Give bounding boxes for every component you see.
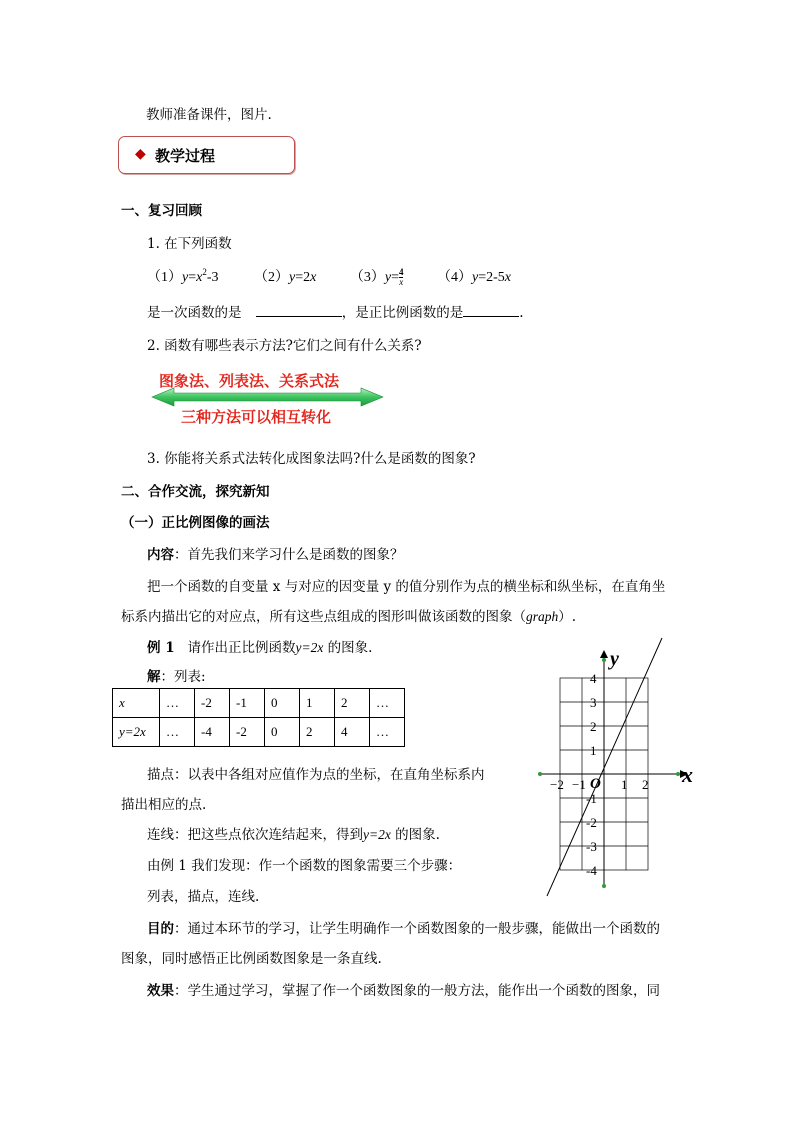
question-1-answer-line: 是一次函数的是 ，是正比例函数的是 . bbox=[147, 305, 524, 321]
func-4: （4）y=2-5x bbox=[436, 270, 511, 285]
discover-line: 由例 1 我们发现：作一个函数的图象需要三个步骤： bbox=[147, 858, 462, 874]
question-3: 3. 你能将关系式法转化成图象法吗?什么是函数的图象? bbox=[147, 451, 476, 467]
example-line: 例 1 请作出正比例函数y=2x 的图象. bbox=[147, 640, 373, 656]
table-row bbox=[113, 689, 405, 718]
table-cell: … bbox=[160, 718, 195, 747]
goal-label: 目的 bbox=[147, 921, 174, 937]
heading-cooperate: 二、合作交流，探究新知 bbox=[121, 484, 270, 500]
table-cell: -2 bbox=[195, 689, 230, 718]
x-tick: −1 bbox=[572, 777, 586, 792]
table-cell: 0 bbox=[265, 718, 300, 747]
arrow-top-label: 图象法、列表法、关系式法 bbox=[159, 372, 340, 390]
arrow-bottom-label: 三种方法可以相互转化 bbox=[181, 408, 332, 426]
effect-line: 效果：学生通过学习，掌握了作一个函数图象的一般方法，能作出一个函数的图象，同 bbox=[147, 983, 660, 999]
section-title-box bbox=[118, 136, 295, 174]
content-label: 内容 bbox=[147, 547, 174, 563]
section-title: 教学过程 bbox=[155, 147, 216, 165]
func-2: （2）y=2x bbox=[254, 270, 317, 285]
blank-linear[interactable] bbox=[256, 304, 342, 317]
connect-step: 连线：把这些点依次连结起来，得到y=2x 的图象. bbox=[147, 827, 440, 843]
origin-label: O bbox=[590, 776, 601, 792]
y-tick: 2 bbox=[590, 719, 597, 734]
goal-line-2: 图象，同时感悟正比例函数图象是一条直线. bbox=[121, 951, 382, 967]
coordinate-graph bbox=[530, 630, 710, 910]
plot-step-line-1: 描点：以表中各组对应值作为点的坐标，在直角坐标系内 bbox=[147, 767, 485, 783]
table-cell: y=2x bbox=[113, 718, 160, 747]
func-1: $(1)y=x^2-3$ bbox=[147, 267, 219, 285]
definition-line-2: 标系内描出它的对应点，所有这些点组成的图形叫做该函数的图象（graph）. bbox=[121, 609, 577, 625]
table-cell: … bbox=[370, 718, 405, 747]
example-label: 例 1 bbox=[147, 640, 175, 656]
diamond-icon: ◆ bbox=[135, 146, 146, 162]
table-cell: 4 bbox=[335, 718, 370, 747]
table-cell: -2 bbox=[230, 718, 265, 747]
effect-label: 效果 bbox=[147, 983, 174, 999]
table-cell: 0 bbox=[265, 689, 300, 718]
blank-proportional[interactable] bbox=[463, 304, 519, 317]
table-cell: … bbox=[160, 689, 195, 718]
func-3: （3）y= $\frac{4}{x}$ bbox=[349, 267, 404, 288]
plot-step-line-2: 描出相应的点. bbox=[121, 797, 207, 813]
y-tick: -1 bbox=[586, 791, 597, 806]
value-table bbox=[112, 688, 405, 747]
table-cell: x bbox=[113, 689, 160, 718]
solution-line: 解：列表: bbox=[147, 669, 206, 685]
table-cell: 1 bbox=[300, 689, 335, 718]
table-cell: 2 bbox=[335, 689, 370, 718]
x-tick: 1 bbox=[621, 777, 628, 792]
prep-text: 教师准备课件，图片. bbox=[146, 107, 272, 123]
x-axis-label: x bbox=[682, 762, 693, 787]
question-1: 1. 在下列函数 bbox=[147, 236, 232, 252]
y-tick: 1 bbox=[590, 743, 597, 758]
heading-review: 一、复习回顾 bbox=[121, 203, 202, 219]
definition-line-1: 把一个函数的自变量 x 与对应的因变量 y 的值分别作为点的横坐标和纵坐标，在直角坐 bbox=[147, 579, 666, 595]
y-tick: 3 bbox=[590, 695, 597, 710]
table-row bbox=[113, 718, 405, 747]
y-axis-label: y bbox=[610, 648, 619, 670]
x-tick: −2 bbox=[550, 777, 564, 792]
content-line: 内容：首先我们来学习什么是函数的图象？ bbox=[147, 547, 404, 563]
table-cell: -4 bbox=[195, 718, 230, 747]
goal-line-1: 目的：通过本环节的学习，让学生明确作一个函数图象的一般步骤，能做出一个函数的 bbox=[147, 921, 660, 937]
table-cell: … bbox=[370, 689, 405, 718]
steps-line: 列表，描点，连线. bbox=[147, 889, 260, 905]
function-list bbox=[147, 266, 511, 287]
table-cell: 2 bbox=[300, 718, 335, 747]
y-tick: -4 bbox=[586, 863, 597, 878]
x-tick: 2 bbox=[642, 777, 649, 792]
table-cell: -1 bbox=[230, 689, 265, 718]
y-axis-arrow-icon bbox=[600, 650, 608, 658]
y-tick: -2 bbox=[586, 815, 597, 830]
y-tick: -3 bbox=[586, 839, 597, 854]
heading-subsection: （一）正比例图像的画法 bbox=[121, 515, 270, 531]
solution-label: 解 bbox=[147, 669, 161, 685]
y-tick: 4 bbox=[590, 671, 597, 686]
question-2: 2. 函数有哪些表示方法?它们之间有什么关系? bbox=[147, 338, 422, 354]
